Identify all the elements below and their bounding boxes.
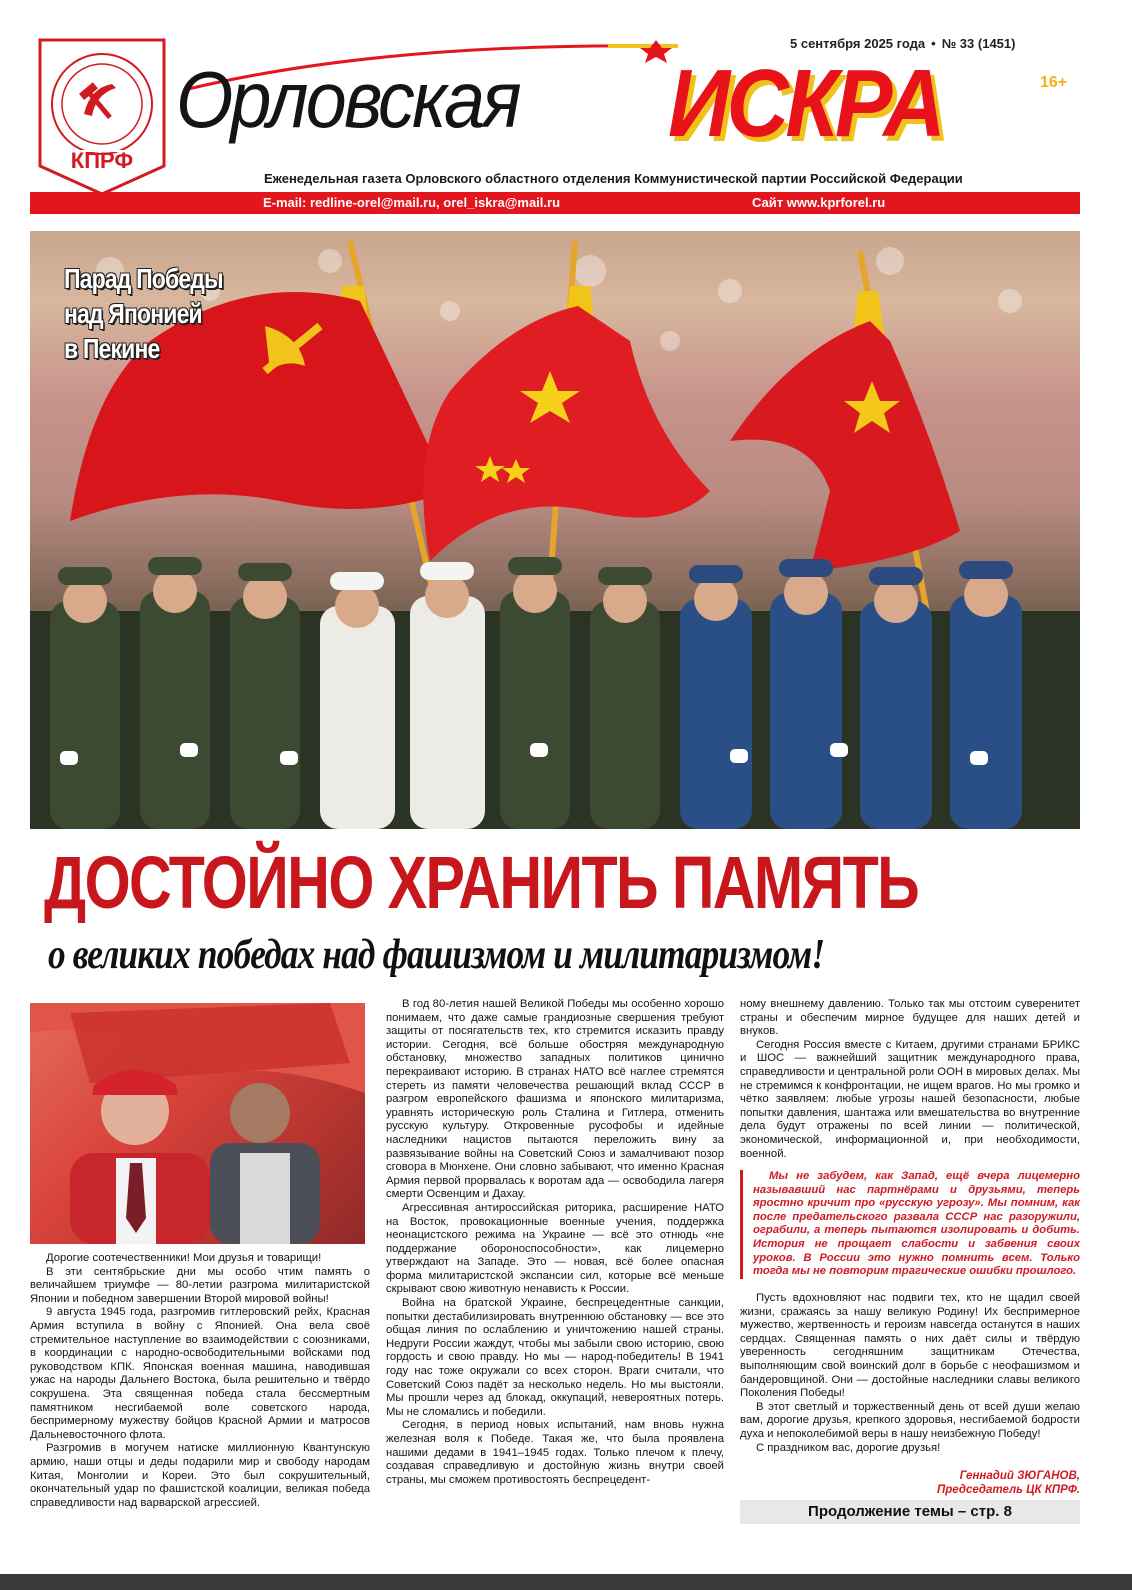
article-paragraph: Агрессивная антироссийская риторика, расширение НАТО на Восток, провокационные военные учения, поддержка неонацистского режима на Украине — всё это отнюдь «не поддержание обороноспособности», как лицемерно утверждают на Западе. Это — новая, всё более опасная форма милитаристской экспансии сил, которые всё меньше скрывают свою животную ненависть к России. <box>386 1201 724 1296</box>
zyuganov-photo <box>30 1003 365 1244</box>
age-rating: 16+ <box>1040 74 1068 91</box>
newspaper-subtitle: Еженедельная газета Орловского областного отделения Коммунистической партии Российской Федерации <box>264 171 963 186</box>
quote-text: Мы не забудем, как Запад, ещё вчера лицемерно называвший нас партнёрами и друзьями, теперь яростно кричит про «русскую угрозу». Мы помним, как после предательского развала СССР нас разоружили, ограбили, а теперь пытаются изолировать и добить. История не прощает слабости и забвения своих уроков. В России это нужно помнить всем. Только тогда мы не повторим трагические ошибки прошлого. <box>753 1170 1080 1278</box>
sub-headline: о великих победах над фашизмом и милитаризмом! <box>48 932 825 978</box>
article-paragraph: В этот светлый и торжественный день от всей души желаю вам, дорогие друзья, крепкого здоровья, несгибаемой бодрости духа и непоколебимой веры в нашу неизбежную Победу! <box>740 1400 1080 1440</box>
issue-date: 5 сентября 2025 года <box>790 36 926 51</box>
pull-quote <box>740 1170 1080 1279</box>
article-paragraph: Дорогие соотечественники! Мои друзья и товарищи! <box>46 1252 322 1264</box>
kprf-logo <box>38 38 166 196</box>
article-paragraph: В год 80-летия нашей Великой Победы мы особенно хорошо понимаем, что даже самые грандиозные свершения требуют защиты от посягательств тех, кто стремится исказить правду истории. Сегодня, всё больше обостряя международную обстановку, множество западных политиков цинично перекраивают историю. В странах НАТО всё наглее стремятся стереть из памяти человечества решающий вклад СССР в разгром европейского фашизма и японского милитаризма, уравнять историческую роль Сталина и Гитлера, отменить русскую культуру. Откровенные русофобы и идейные наследники нацистов пытаются переложить вину за развязывание войны на Советский Союз и замалчивают позор сговора в Мюнхене. Они словно забывают, что именно Красная Армия первой прорвалась к воротам ада — освободила лагеря смерти Освенцим и Дахау. <box>386 998 724 1201</box>
issue-info: 5 сентября 2025 года • № 33 (1451) <box>790 36 1016 51</box>
article-paragraph: Сегодня Россия вместе с Китаем, другими странами БРИКС и ШОС — важнейший защитник международного права, справедливости и центральной роли ООН в мировых делах. Мы не стремимся к конфронтации, не ищем врагов. Но мы громко и чётко заявляем: любые угрозы нашей безопасности, любые попытки давления, шантажа или вмешательства во внутренние дела будут отражены по всей линии — политической, экономической, информационной и, при необходимости, военной. <box>740 1038 1080 1160</box>
photo-caption <box>64 261 244 366</box>
title-orlovskaya: Орловская <box>176 55 519 144</box>
logo-text: КПРФ <box>70 148 134 173</box>
article-column-1 <box>30 1252 370 1542</box>
signature <box>937 1469 1080 1497</box>
signature-name: Геннадий ЗЮГАНОВ, <box>959 1470 1080 1482</box>
bottom-bar <box>0 1574 1132 1590</box>
zyuganov-illustration <box>30 1003 365 1244</box>
article-paragraph: Разгромив в могучем натиске миллионную Квантунскую армию, наши отцы и деды подарили мир и свободу народам Китая, Монголии и Кореи. Это был сокрушительный, окончательный удар по фашистской коалиции, великая победа справедливости над варварской агрессией. <box>30 1442 370 1509</box>
website-link[interactable]: Сайт www.kprforel.ru <box>752 195 886 210</box>
issue-number: № 33 (1451) <box>941 36 1016 51</box>
article-paragraph: В эти сентябрьские дни мы особо чтим память о величайшем триумфе — 80-летии разгрома милитаристской Японии и победном завершении Второй мировой войны! <box>30 1265 370 1305</box>
article-column-3-top <box>740 998 1080 1166</box>
signature-title: Председатель ЦК КПРФ. <box>937 1484 1080 1496</box>
caption-line: Парад Победы <box>64 263 223 294</box>
article-paragraph: С праздником вас, дорогие друзья! <box>756 1441 941 1454</box>
article-paragraph: Сегодня, в период новых испытаний, нам вновь нужна железная воля к Победе. Такая же, что была проявлена нашими дедами в 1941–1945 годах. Только плечом к плечу, создавая справедливую и достойную жизнь внутри своей страны, мы сможем противостоять беспрецедент- <box>386 1419 724 1486</box>
article-paragraph: ному внешнему давлению. Только так мы отстоим суверенитет страны и обеспечим мирное будущее для наших детей и внуков. <box>740 998 1080 1038</box>
main-headline: ДОСТОЙНО ХРАНИТЬ ПАМЯТЬ <box>44 841 919 924</box>
article-column-2 <box>386 998 724 1548</box>
title-iskra: ИСКРА <box>668 50 943 157</box>
contacts-bar <box>30 192 1080 214</box>
caption-line: в Пекине <box>64 333 160 364</box>
article-paragraph: 9 августа 1945 года, разгромив гитлеровский рейх, Красная Армия вступила в войну с Японией. Она вела своё стремительное наступление во взаимодействии с союзниками, в координации с народно-освободительными войсками под руководством КПК. Японская военная машина, наводившая ужас на народы Дальнего Востока, была решительно и твёрдо сокрушена. Эта священная победа стала бессмертным памятником несгибаемой воле советского народа, беспримерному мужеству бойцов Красной Армии и матросов Дальневосточного флота. <box>30 1306 370 1441</box>
email-link[interactable]: E-mail: redline-orel@mail.ru, orel_iskra@mail.ru <box>263 195 561 210</box>
article-paragraph: Пусть вдохновляют нас подвиги тех, кто не щадил своей жизни, сражаясь за нашу великую Родину! Их беспримерное мужество, жертвенность и героизм навсегда останутся в наших сердцах. Священная память о них даёт силы и твёрдую уверенность сегодняшним защитникам Отечества, выполняющим свой воинский долг в борьбе с неофашизмом и бандеровщиной. Они — достойные наследники славы великого Поколения Победы! <box>740 1292 1080 1400</box>
parade-photo <box>30 231 1080 829</box>
article-column-3-bottom <box>740 1292 1080 1468</box>
article-paragraph: Война на братской Украине, беспрецедентные санкции, попытки дестабилизировать внутреннюю обстановку — все это общая линия по ослаблению и уничтожению нашей страны. Недруги России жаждут, чтобы мы забыли свою историю, свою гордость и свою правду. Но мы — народ-победитель! В 1941 году нас тоже окружали со всех сторон. Враги считали, что Советский Союз падёт за несколько недель. Но мы выстояли. Мы прошли через ад блокад, оккупаций, невероятных потерь. Мы не сломались и победили. <box>386 1297 724 1418</box>
continuation-note[interactable]: Продолжение темы – стр. 8 <box>740 1500 1080 1524</box>
caption-line: над Японией <box>64 298 202 329</box>
